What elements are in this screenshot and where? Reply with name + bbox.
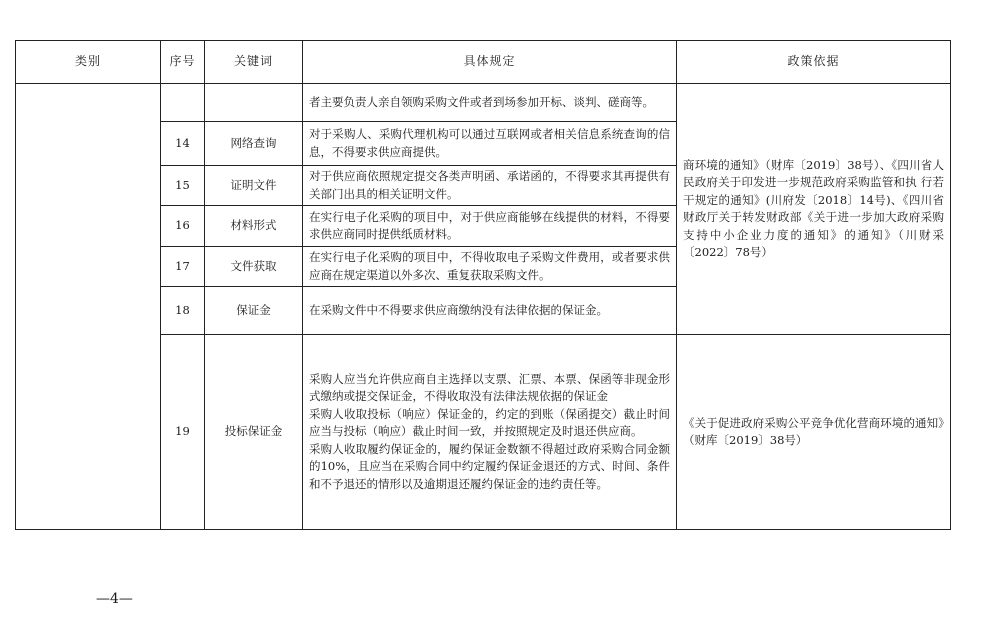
row-provision xyxy=(303,335,677,530)
row-keyword: 投标保证金 xyxy=(205,335,303,530)
row-provision: 对于供应商依照规定提交各类声明函、承诺函的，不得要求其再提供有关部门出具的相关证明文件。 xyxy=(303,166,677,206)
header-keyword: 关键词 xyxy=(205,41,303,84)
row-provision: 在采购文件中不得要求供应商缴纳没有法律依据的保证金。 xyxy=(303,287,677,335)
row-keyword: 网络查询 xyxy=(205,122,303,166)
provision-paragraph: 采购人收取投标（响应）保证金的，约定的到账（保函提交）截止时间应当与投标（响应）截止时间一致，并按照规定及时退还供应商。 xyxy=(309,406,670,439)
row-number: 19 xyxy=(161,335,205,530)
header-category: 类别 xyxy=(16,41,161,84)
row-number: 14 xyxy=(161,122,205,166)
provision-paragraph: 采购人收取履约保证金的，履约保证金数额不得超过政府采购合同金额的10%，且应当在采购合同中约定履约保证金退还的方式、时间、条件和不予退还的情形以及逾期退还履约保证金的违约责任等。 xyxy=(309,441,670,491)
header-number: 序号 xyxy=(161,41,205,84)
policy-basis-cell: 《关于促进政府采购公平竞争优化营商环境的通知》（财库〔2019〕38号） xyxy=(677,335,951,530)
provision-paragraph: 采购人应当允许供应商自主选择以支票、汇票、本票、保函等非现金形式缴纳或提交保证金，不得收取没有法律法规依据的保证金 xyxy=(309,371,670,404)
table-header-row xyxy=(16,41,951,84)
row-keyword: 材料形式 xyxy=(205,206,303,247)
row-number xyxy=(161,84,205,122)
row-provision: 在实行电子化采购的项目中，不得收取电子采购文件费用，或者要求供应商在规定渠道以外多次、重复获取采购文件。 xyxy=(303,247,677,287)
category-cell xyxy=(16,84,161,530)
row-keyword xyxy=(205,84,303,122)
row-number: 16 xyxy=(161,206,205,247)
header-basis: 政策依据 xyxy=(677,41,951,84)
page-number: —4— xyxy=(96,591,133,607)
policy-basis-cell: 商环境的通知》（财库〔2019〕38号）、《四川省人民政府关于印发进一步规范政府采购监管和执 行若干规定的通知》(川府发〔2018〕14号)、《四川省财政厅关于转发财政部《关于进一步加大政府采购支持中小企业力度的通知》的通知》（川财采〔2022〕78号） xyxy=(677,84,951,335)
header-provision: 具体规定 xyxy=(303,41,677,84)
row-provision: 对于采购人、采购代理机构可以通过互联网或者相关信息系统查询的信息，不得要求供应商提供。 xyxy=(303,122,677,166)
table-row xyxy=(16,84,951,122)
row-keyword: 证明文件 xyxy=(205,166,303,206)
row-keyword: 保证金 xyxy=(205,287,303,335)
row-number: 15 xyxy=(161,166,205,206)
row-provision: 者主要负责人亲自领购采购文件或者到场参加开标、谈判、磋商等。 xyxy=(303,84,677,122)
row-number: 18 xyxy=(161,287,205,335)
regulation-table xyxy=(15,40,951,530)
row-provision: 在实行电子化采购的项目中，对于供应商能够在线提供的材料，不得要求供应商同时提供纸质材料。 xyxy=(303,206,677,247)
row-number: 17 xyxy=(161,247,205,287)
row-keyword: 文件获取 xyxy=(205,247,303,287)
